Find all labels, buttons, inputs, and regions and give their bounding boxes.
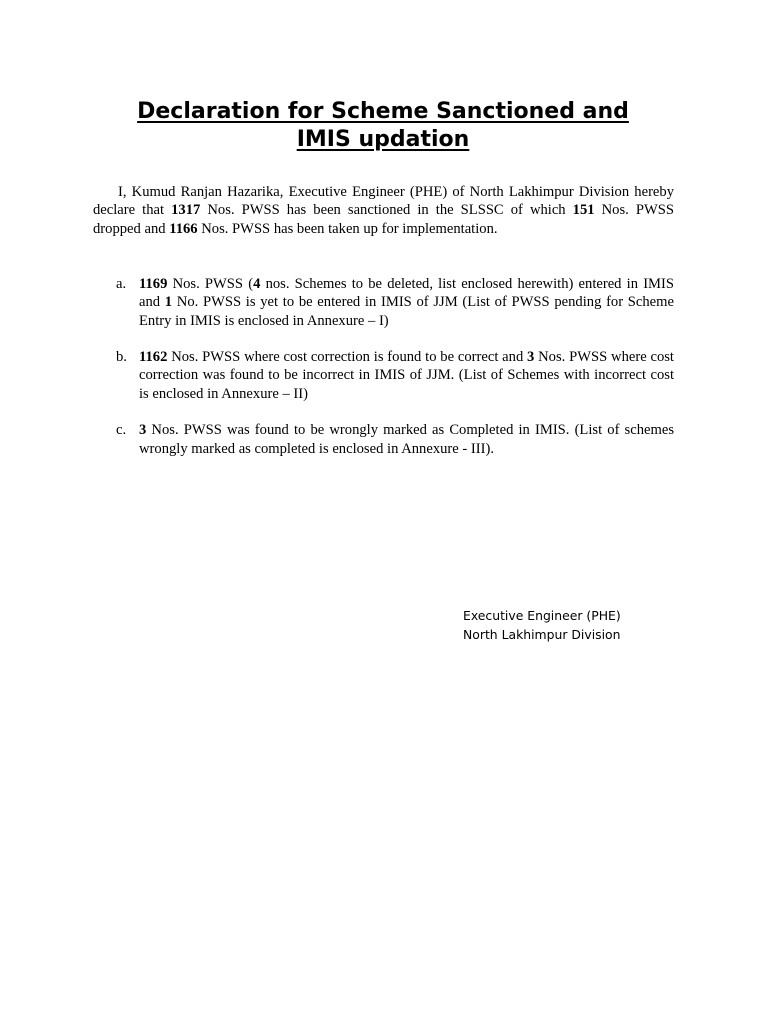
signature-designation: Executive Engineer (PHE) xyxy=(463,608,621,623)
implementation-count: 1166 xyxy=(169,220,198,237)
list-marker: a. xyxy=(116,276,127,292)
list-marker: c. xyxy=(116,422,127,439)
wrongly-completed-count: 3 xyxy=(139,422,147,439)
intro-text-2: Nos. PWSS has been sanctioned in the SLSSC of which xyxy=(200,202,573,219)
item-b-text-1: Nos. PWSS where cost correction is found to be correct and xyxy=(167,349,528,366)
intro-text-1: I, Kumud Ranjan Hazarika, Executive Engineer (PHE) of North Lakhimpur Division hereby declare that xyxy=(93,184,674,219)
item-a-text-3: No. PWSS is yet to be entered in IMIS of JJM (List of PWSS pending for Scheme Entry in IMIS is enclosed in Annexure – I) xyxy=(139,294,674,329)
dropped-count: 151 xyxy=(572,202,595,219)
declaration-paragraph xyxy=(93,183,674,238)
title-line-1: Declaration for Scheme Sanctioned and xyxy=(137,99,629,124)
signature-division: North Lakhimpur Division xyxy=(463,627,621,642)
deleted-count: 4 xyxy=(253,276,261,292)
list-item-b xyxy=(93,348,674,403)
item-c-text-1: Nos. PWSS was found to be wrongly marked as Completed in IMIS. (List of schemes wrongly marked as completed is enclosed in Annexure - III). xyxy=(139,422,674,457)
intro-text-3: Nos. PWSS dropped and xyxy=(93,202,674,237)
title-line-2: IMIS updation xyxy=(296,127,470,152)
signature-block xyxy=(463,606,621,644)
item-b-text-2: Nos. PWSS where cost correction was found to be incorrect in IMIS of JJM. (List of Schemes with incorrect cost is enclosed in Annexure – II) xyxy=(139,349,674,402)
pending-count: 1 xyxy=(164,294,173,311)
entered-count: 1169 xyxy=(139,276,168,292)
list-marker: b. xyxy=(116,349,127,366)
list-item-c xyxy=(93,421,674,458)
sanctioned-count: 1317 xyxy=(171,202,201,219)
item-a-text-1: Nos. PWSS ( xyxy=(167,276,254,292)
item-a-text-2: nos. Schemes to be deleted, list enclosed herewith) entered in IMIS and xyxy=(139,276,675,311)
incorrect-cost-count: 3 xyxy=(527,349,535,366)
correct-cost-count: 1162 xyxy=(139,349,168,366)
intro-text-4: Nos. PWSS has been taken up for implementation. xyxy=(197,220,498,237)
document-title xyxy=(100,98,666,154)
list-item-a xyxy=(93,275,674,330)
declaration-list xyxy=(93,275,674,476)
